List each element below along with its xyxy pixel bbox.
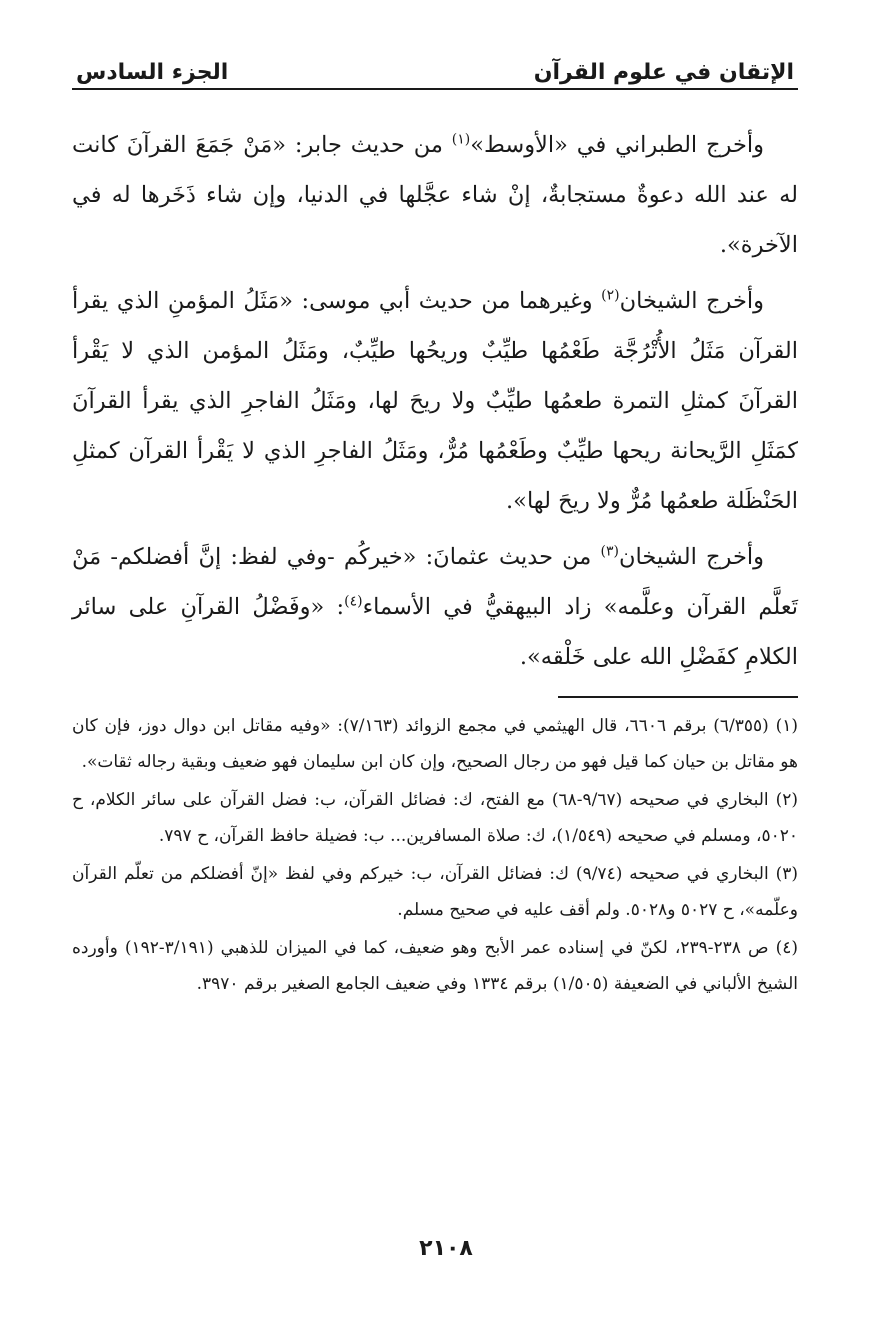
paragraph-text: وأخرج الشيخان	[619, 288, 764, 314]
paragraph-text: من حديث جابر: «مَنْ جَمَعَ القرآنَ كانت له عند الله دعوةٌ مستجابةٌ، إنْ شاء عجَّلها في الدنيا، وإن شاء ذَخَرها له في الآخرة».	[72, 132, 798, 258]
main-text	[72, 120, 798, 682]
footnote: (٤) ص ٢٣٨-٢٣٩، لكنّ في إسناده عمر الأبح وهو ضعيف، كما في الميزان للذهبي (٣/١٩١-١٩٢) وأورده الشيخ الألباني في الضعيفة (١/٥٠٥) برقم ١٣٣٤ وفي ضعيف الجامع الصغير برقم ٣٩٧٠.	[72, 938, 798, 994]
footnote-reference: (٢)	[601, 287, 620, 304]
book-title: الإتقان في علوم القرآن	[533, 60, 794, 85]
footnote: (١) (٦/٣٥٥) برقم ٦٦٠٦، قال الهيثمي في مجمع الزوائد (٧/١٦٣): «وفيه مقاتل ابن دوال دوز، فإن كان هو مقاتل بن حيان كما قيل فهو من رجال الصحيح، وإن كان ابن سليمان فهو ضعيف وبقية رجاله ثقات».	[72, 716, 798, 772]
paragraph-text: وأخرج الطبراني في «الأوسط»	[470, 132, 765, 158]
page-number: ٢١٠٨	[419, 1236, 473, 1261]
volume-label: الجزء السادس	[76, 60, 229, 85]
footnote: (٢) البخاري في صحيحه (٩/٦٧-٦٨) مع الفتح، ك: فضائل القرآن، ب: فضل القرآن على سائر الكلام، ح ٥٠٢٠، ومسلم في صحيحه (١/٥٤٩)، ك: صلاة المسافرين... ب: فضيلة حافظ القرآن، ح ٧٩٧.	[72, 790, 798, 846]
page	[72, 48, 798, 1004]
footnote-separator	[558, 696, 798, 698]
paragraph-text: وأخرج الشيخان	[619, 544, 764, 570]
paragraph	[72, 120, 798, 270]
paragraph	[72, 276, 798, 526]
paragraph-text: من حديث عثمانَ: «خيركُم -وفي لفظ: إنَّ أفضلكم- مَنْ تَعلَّم القرآن وعلَّمه» زاد البيهقيُّ في الأسماء	[72, 544, 798, 620]
footnote: (٣) البخاري في صحيحه (٩/٧٤) ك: فضائل القرآن، ب: خيركم وفي لفظ «إنّ أفضلكم من تعلّم القرآن وعلّمه»، ح ٥٠٢٧ و٥٠٢٨. ولم أقف عليه في صحيح مسلم.	[72, 864, 798, 920]
paragraph	[72, 532, 798, 682]
footnotes	[72, 708, 798, 1002]
paragraph-text: : «وفَضْلُ القرآنِ على سائر الكلامِ كفَضْلِ الله على خَلْقه».	[72, 594, 798, 670]
footnote-reference: (١)	[451, 131, 471, 148]
footnote-reference: (٤)	[344, 593, 363, 610]
footnote-reference: (٣)	[600, 543, 619, 560]
paragraph-text: وغيرهما من حديث أبي موسى: «مَثَلُ المؤمنِ الذي يقرأ القرآن مَثَلُ الأُتْرُجَّة طَعْمُها طيِّبٌ وريحُها طيِّبٌ، ومَثَلُ المؤمن الذي لا يَقْرأ القرآنَ كمثلِ التمرة طعمُها طيِّبٌ ولا ريحَ لها، ومَثَلُ الفاجرِ الذي يقرأ القرآنَ كمَثَلِ الرَّيحانة ريحها طيِّبٌ وطَعْمُها مُرٌّ، ومَثَلُ الفاجرِ الذي لا يَقْرأ القرآن كمثلِ الحَنْظَلة طعمُها مُرٌّ ولا ريحَ لها».	[72, 288, 798, 514]
running-header	[72, 48, 798, 90]
